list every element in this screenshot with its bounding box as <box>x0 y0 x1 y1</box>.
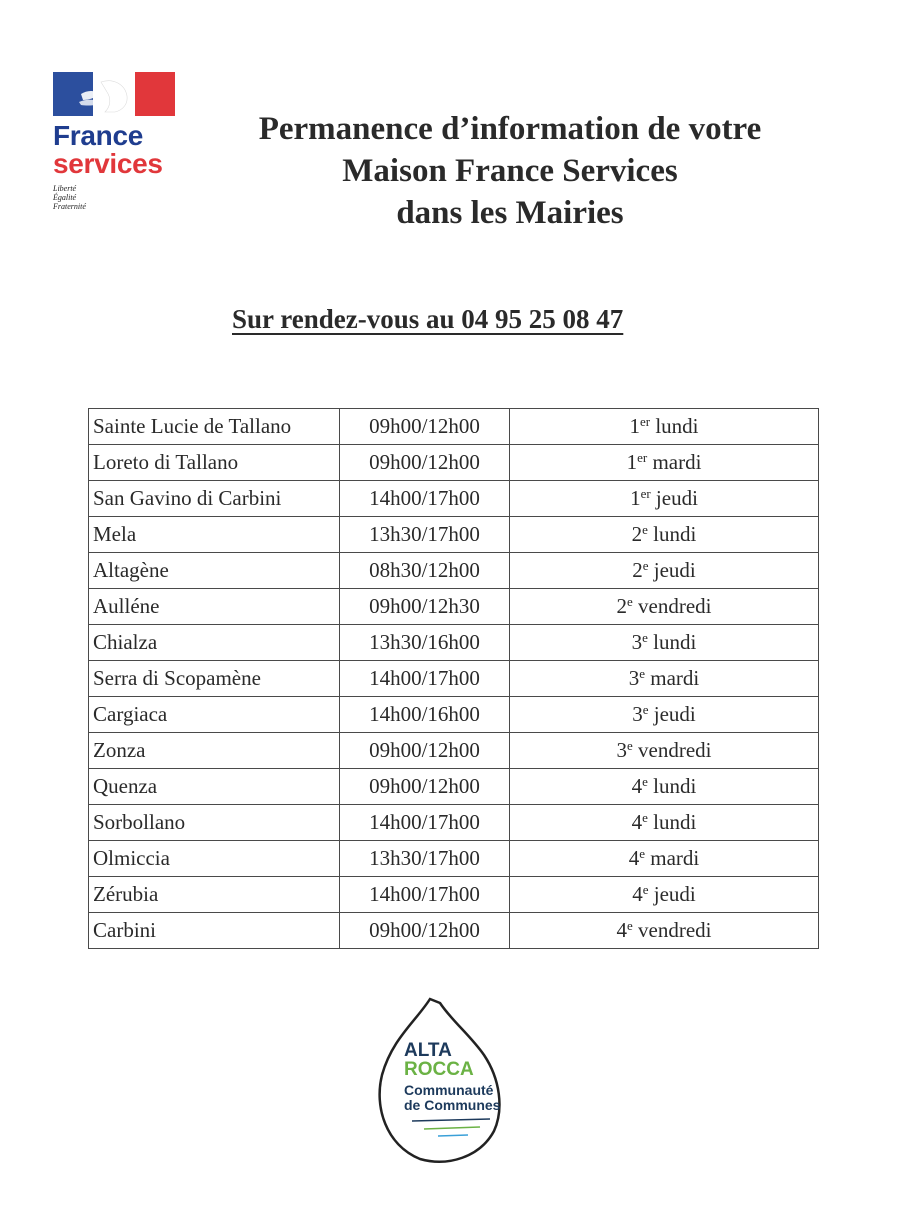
hours-cell: 14h00/16h00 <box>340 697 510 733</box>
commune-cell: San Gavino di Carbini <box>89 481 340 517</box>
weekday: lundi <box>653 774 697 798</box>
table-row <box>89 661 819 697</box>
alta-line-4: de Communes <box>404 1097 501 1113</box>
weekday: lundi <box>655 414 699 438</box>
hours-cell: 09h00/12h00 <box>340 913 510 949</box>
page-title <box>190 108 830 234</box>
table-row <box>89 625 819 661</box>
hours-cell: 09h00/12h00 <box>340 733 510 769</box>
commune-cell: Altagène <box>89 553 340 589</box>
hours-cell: 14h00/17h00 <box>340 805 510 841</box>
commune-cell: Chialza <box>89 625 340 661</box>
table-row <box>89 697 819 733</box>
hours-cell: 08h30/12h00 <box>340 553 510 589</box>
appointment-phone: Sur rendez-vous au 04 95 25 08 47 <box>232 304 624 334</box>
weekday: mardi <box>650 846 700 870</box>
table-row <box>89 805 819 841</box>
commune-cell: Aulléne <box>89 589 340 625</box>
day-ordinal: 4 <box>616 918 627 942</box>
day-ordinal: 1 <box>630 486 641 510</box>
ordinal-suffix: e <box>626 738 633 753</box>
weekday: jeudi <box>653 882 696 906</box>
day-cell <box>510 841 819 877</box>
hours-cell: 09h00/12h30 <box>340 589 510 625</box>
motto-liberte: Liberté <box>53 184 77 193</box>
weekday: lundi <box>653 522 697 546</box>
alta-line-2: ROCCA <box>404 1059 474 1080</box>
title-line-2: Maison France Services <box>342 153 678 189</box>
commune-cell: Quenza <box>89 769 340 805</box>
weekday: lundi <box>653 630 697 654</box>
day-cell <box>510 661 819 697</box>
table-row <box>89 913 819 949</box>
day-cell <box>510 409 819 445</box>
commune-cell: Zérubia <box>89 877 340 913</box>
hours-cell: 09h00/12h00 <box>340 409 510 445</box>
day-ordinal: 3 <box>616 738 627 762</box>
day-ordinal: 1 <box>626 450 638 474</box>
marianne-flag-icon <box>53 72 175 116</box>
ordinal-suffix: e <box>626 594 633 609</box>
ordinal-suffix: e <box>642 630 648 645</box>
day-cell <box>510 625 819 661</box>
weekday: jeudi <box>655 486 698 510</box>
ordinal-suffix: e <box>642 558 649 573</box>
table-row <box>89 553 819 589</box>
hours-cell: 09h00/12h00 <box>340 445 510 481</box>
hours-cell: 09h00/12h00 <box>340 769 510 805</box>
ordinal-suffix: e <box>642 522 648 537</box>
table-row <box>89 733 819 769</box>
alta-line-1: ALTA <box>404 1040 452 1061</box>
ordinal-suffix: e <box>642 882 649 897</box>
hours-cell: 13h30/17h00 <box>340 517 510 553</box>
day-ordinal: 2 <box>632 558 643 582</box>
logo-line-france: France <box>53 120 144 151</box>
table-row <box>89 481 819 517</box>
commune-cell: Olmiccia <box>89 841 340 877</box>
weekday: vendredi <box>638 738 712 762</box>
weekday: vendredi <box>638 594 712 618</box>
commune-cell: Cargiaca <box>89 697 340 733</box>
commune-cell: Carbini <box>89 913 340 949</box>
hours-cell: 13h30/17h00 <box>340 841 510 877</box>
schedule-table <box>88 408 819 949</box>
table-row <box>89 769 819 805</box>
weekday: jeudi <box>653 702 696 726</box>
logo-line-services: services <box>53 148 163 179</box>
weekday: mardi <box>652 450 702 474</box>
day-ordinal: 2 <box>631 522 643 546</box>
day-ordinal: 4 <box>632 882 643 906</box>
day-cell <box>510 733 819 769</box>
hours-cell: 14h00/17h00 <box>340 661 510 697</box>
weekday: lundi <box>653 810 697 834</box>
ordinal-suffix: er <box>640 486 651 501</box>
day-ordinal: 3 <box>628 666 640 690</box>
day-cell <box>510 769 819 805</box>
ordinal-suffix: e <box>642 702 649 717</box>
commune-cell: Serra di Scopamène <box>89 661 340 697</box>
motto-egalite: Égalité <box>53 193 77 202</box>
day-cell <box>510 589 819 625</box>
hours-cell: 14h00/17h00 <box>340 481 510 517</box>
day-cell <box>510 913 819 949</box>
day-cell <box>510 481 819 517</box>
weekday: jeudi <box>653 558 696 582</box>
commune-cell: Mela <box>89 517 340 553</box>
commune-cell: Sorbollano <box>89 805 340 841</box>
france-services-logo <box>53 72 183 211</box>
motto-fraternite: Fraternité <box>53 202 86 211</box>
day-cell <box>510 877 819 913</box>
hours-cell: 13h30/16h00 <box>340 625 510 661</box>
day-cell <box>510 697 819 733</box>
ordinal-suffix: er <box>637 450 648 465</box>
day-ordinal: 3 <box>632 702 643 726</box>
weekday: mardi <box>650 666 700 690</box>
commune-cell: Sainte Lucie de Tallano <box>89 409 340 445</box>
commune-cell: Zonza <box>89 733 340 769</box>
day-ordinal: 1 <box>629 414 640 438</box>
table-row <box>89 409 819 445</box>
day-cell <box>510 445 819 481</box>
ordinal-suffix: e <box>639 846 646 861</box>
day-ordinal: 2 <box>616 594 627 618</box>
table-row <box>89 877 819 913</box>
ordinal-suffix: e <box>642 774 648 789</box>
title-line-3: dans les Mairies <box>396 195 624 231</box>
commune-cell: Loreto di Tallano <box>89 445 340 481</box>
table-row <box>89 589 819 625</box>
ordinal-suffix: er <box>639 414 651 429</box>
day-cell <box>510 553 819 589</box>
day-ordinal: 4 <box>631 810 643 834</box>
day-cell <box>510 517 819 553</box>
day-ordinal: 3 <box>631 630 643 654</box>
ordinal-suffix: e <box>642 810 648 825</box>
alta-line-3: Communauté <box>404 1082 494 1098</box>
ordinal-suffix: e <box>639 666 646 681</box>
table-row <box>89 841 819 877</box>
table-row <box>89 517 819 553</box>
weekday: vendredi <box>638 918 712 942</box>
day-ordinal: 4 <box>631 774 643 798</box>
title-line-1: Permanence d’information de votre <box>258 111 762 147</box>
hours-cell: 14h00/17h00 <box>340 877 510 913</box>
day-ordinal: 4 <box>628 846 640 870</box>
logo-motto <box>53 184 183 211</box>
table-row <box>89 445 819 481</box>
ordinal-suffix: e <box>626 918 633 933</box>
alta-rocca-logo <box>372 995 512 1165</box>
day-cell <box>510 805 819 841</box>
